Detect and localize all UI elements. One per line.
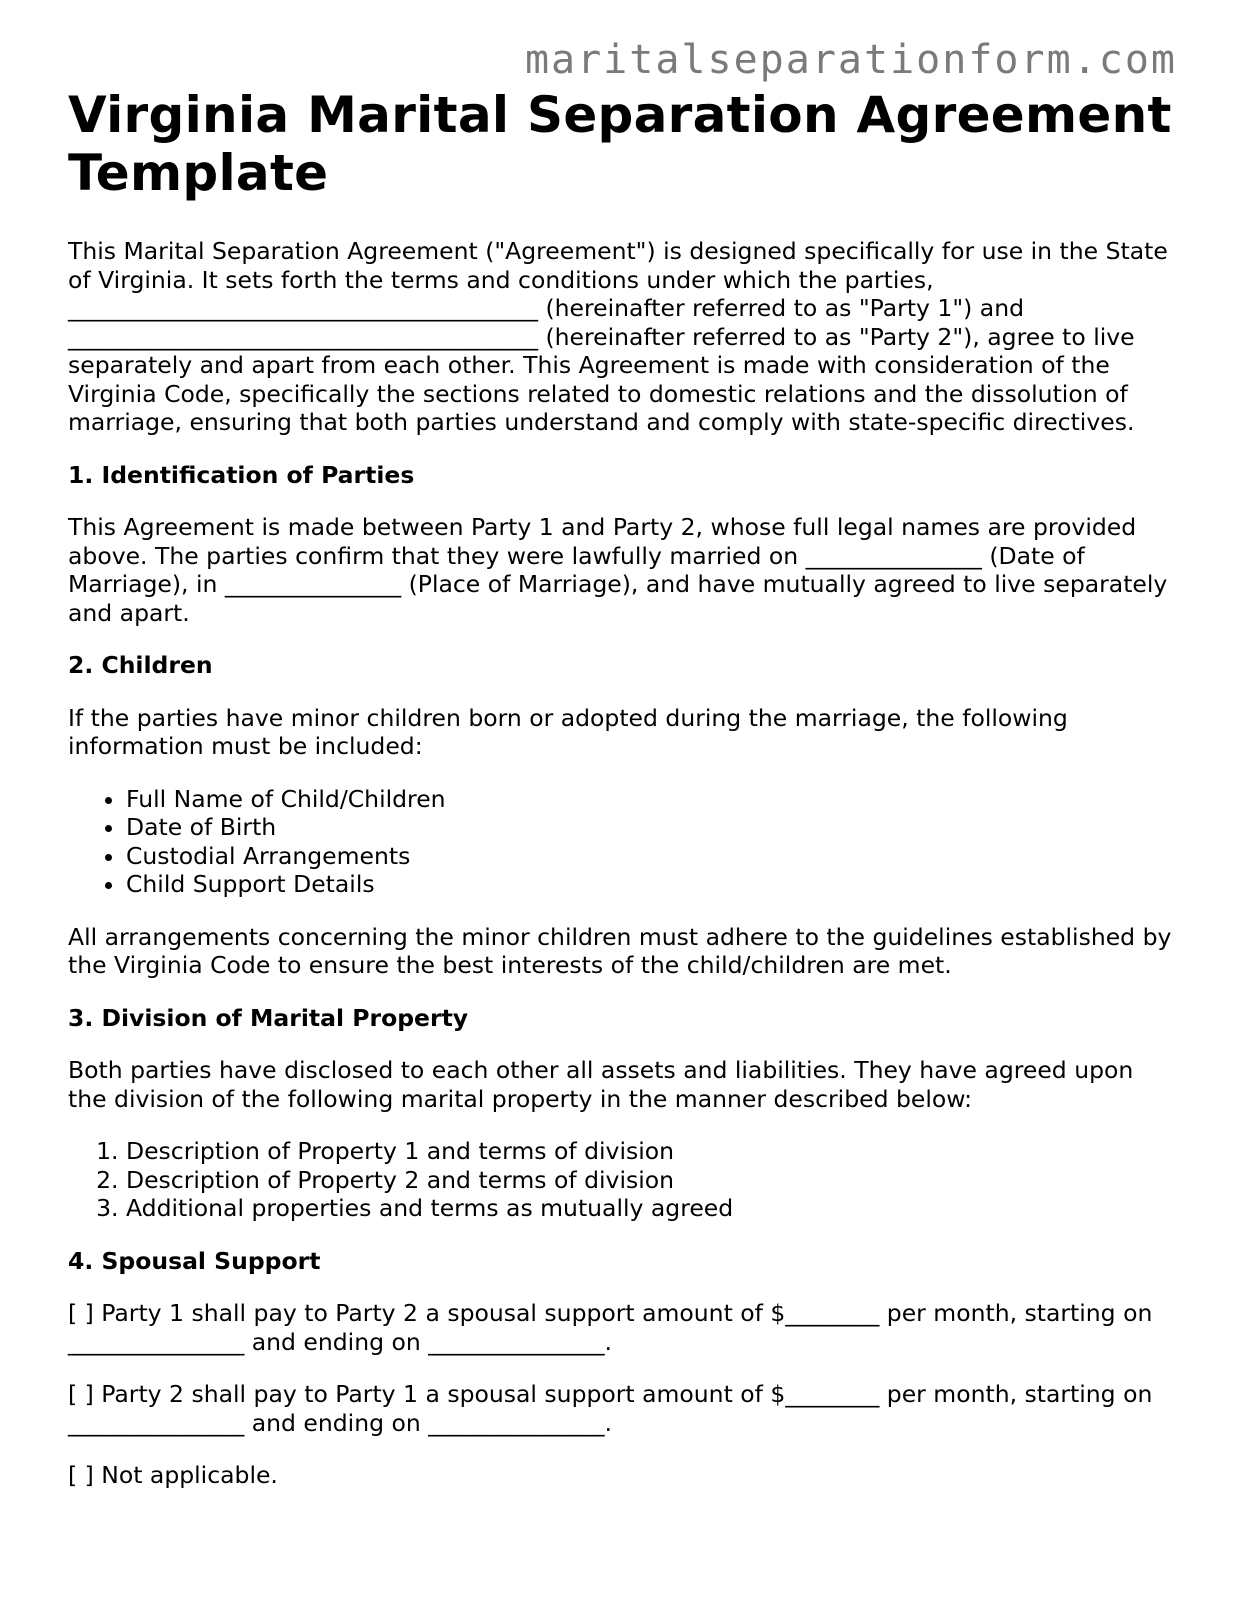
- spousal-support-option-2: [ ] Party 2 shall pay to Party 1 a spousal support amount of $________ per month, starting on _______________ and ending on _______________.: [68, 1380, 1153, 1437]
- page-title: Virginia Marital Separation Agreement Template: [68, 86, 1172, 202]
- list-item: • Child Support Details: [126, 870, 1178, 899]
- document-page: [68, 86, 1178, 1490]
- section-heading-identification: 1. Identification of Parties: [68, 460, 415, 489]
- list-item: 2. Description of Property 2 and terms of division: [126, 1166, 1178, 1195]
- section-heading-property: 3. Division of Marital Property: [68, 1003, 469, 1032]
- children-paragraph: If the parties have minor children born or adopted during the marriage, the following information must be included:: [68, 703, 1068, 760]
- list-item: 3. Additional properties and terms as mutually agreed: [126, 1194, 1178, 1223]
- list-item: • Date of Birth: [126, 813, 1178, 842]
- property-list: [68, 1137, 1178, 1223]
- intro-paragraph: This Marital Separation Agreement ("Agreement") is designed specifically for use in the State of Virginia. It sets forth the terms and conditions under which the parties, ________________________________________ (hereinafter referred to as "Party 1") and ________________________________________ (hereinafter referred to as "Party 2"), agree to live separately and apart from each other. This Agreement is made with consideration of the Virginia Code, specifically the sections related to domestic relations and the dissolution of marriage, ensuring that both parties understand and comply with state-specific directives.: [68, 237, 1168, 436]
- spousal-support-option-1: [ ] Party 1 shall pay to Party 2 a spousal support amount of $________ per month, starting on _______________ and ending on _______________.: [68, 1299, 1153, 1356]
- section-heading-spousal-support: 4. Spousal Support: [68, 1246, 321, 1275]
- list-item: • Full Name of Child/Children: [126, 785, 1178, 814]
- property-paragraph: Both parties have disclosed to each other all assets and liabilities. They have agreed upon the division of the following marital property in the manner described below:: [68, 1056, 1134, 1113]
- children-closing-paragraph: All arrangements concerning the minor children must adhere to the guidelines established by the Virginia Code to ensure the best interests of the child/children are met.: [68, 922, 1172, 979]
- list-item: • Custodial Arrangements: [126, 842, 1178, 871]
- identification-paragraph: This Agreement is made between Party 1 and Party 2, whose full legal names are provided above. The parties confirm that they were lawfully married on _______________ (Date of Marriage), in _______________ (Place of Marriage), and have mutually agreed to live separately and apart.: [68, 513, 1168, 627]
- watermark: maritalseparationform.com: [524, 37, 1177, 83]
- children-list: [68, 785, 1178, 899]
- list-item: 1. Description of Property 1 and terms of division: [126, 1137, 1178, 1166]
- section-heading-children: 2. Children: [68, 651, 213, 679]
- spousal-support-option-3: [ ] Not applicable.: [68, 1461, 278, 1489]
